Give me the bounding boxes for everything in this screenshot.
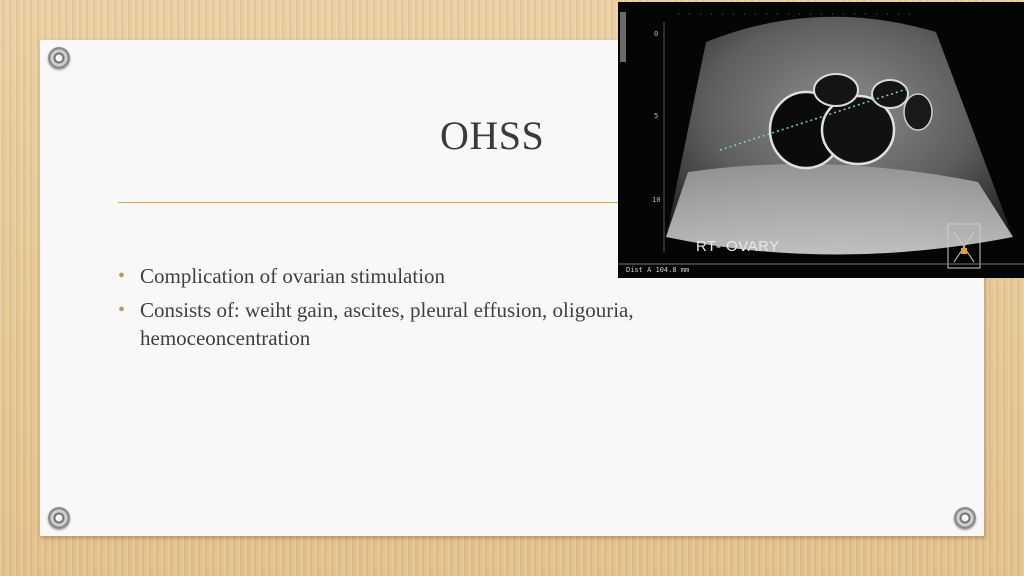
pin-icon	[48, 507, 70, 529]
ultrasound-scan-graphic	[618, 2, 1024, 278]
distance-readout: Dist A 104.8 mm	[626, 266, 690, 274]
svg-text:0: 0	[654, 30, 659, 38]
svg-text:5: 5	[654, 112, 659, 120]
ultrasound-label: RT- OVARY	[696, 238, 780, 255]
bullet-item	[118, 296, 758, 352]
bullet-dot-icon: •	[118, 299, 126, 321]
bullet-text: Complication of ovarian stimulation	[140, 264, 446, 288]
pin-icon	[954, 507, 976, 529]
bullet-text: Consists of: weiht gain, ascites, pleural effusion, oligouria, hemoceoncentration	[140, 298, 634, 350]
svg-text:10: 10	[652, 196, 661, 204]
title-divider	[118, 202, 618, 203]
slide-title: OHSS	[440, 113, 545, 158]
pin-icon	[48, 47, 70, 69]
bullet-dot-icon: •	[118, 265, 126, 287]
ultrasound-image	[618, 2, 1024, 278]
